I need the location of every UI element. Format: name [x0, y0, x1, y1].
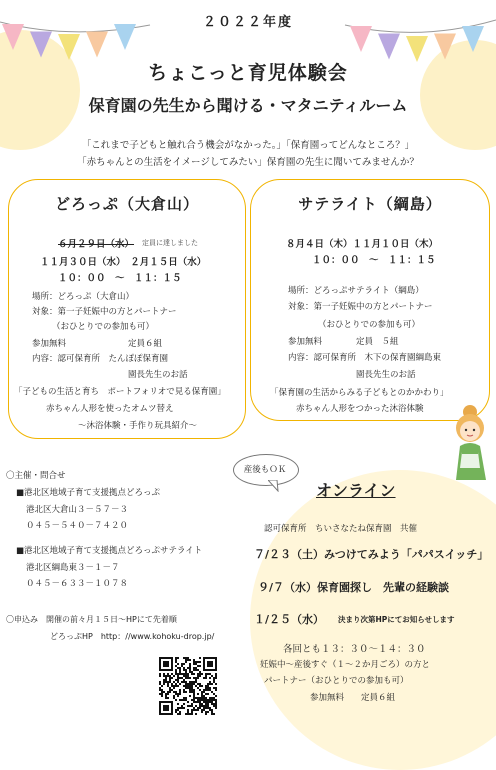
org2-name: ■港北区地域子育て支援拠点どろっぷサテライト: [16, 546, 203, 556]
right-theme: 「保育園の生活からみる子どもとのかかわり」: [270, 388, 449, 398]
left-talk: 園長先生のお話: [128, 370, 188, 380]
right-time: １０：００ ～ １１：１５: [312, 255, 436, 266]
bubble-text: 産後もＯＫ: [243, 465, 287, 475]
org2-address: 港北区綱島東３－１－７: [26, 563, 120, 573]
left-box-title: どろっぷ（大倉山）: [54, 195, 199, 213]
org1-phone: ０４５－５４０－７４２０: [26, 521, 129, 531]
bunting-flag: [378, 34, 400, 60]
left-capacity: 定員６組: [128, 339, 163, 349]
bunting-flag: [86, 32, 108, 58]
right-content: 内容：認可保育所 木下の保育園綱島東: [288, 353, 442, 363]
left-theme: 「子どもの生活と育ち ポートフォリオで見る保育園」: [14, 387, 226, 397]
bunting-flag: [434, 34, 456, 60]
left-content: 内容：認可保育所 たんぽぽ保育園: [32, 354, 169, 364]
online-target-2: パートナー（おひとりでの参加も可）: [264, 676, 409, 686]
cancelled-note: 定員に達しました: [142, 239, 198, 247]
bunting-flag: [58, 34, 80, 60]
left-fee: 参加無料: [32, 339, 67, 349]
online-host: 認可保育所 ちいさなたね保育園 共催: [264, 524, 418, 534]
right-target-note: （おひとりでの参加も可）: [318, 320, 421, 330]
left-target: 対象：第一子妊娠中の方とパートナー: [32, 307, 177, 317]
right-location: 場所：どろっぷサテライト（綱島）: [288, 286, 424, 296]
right-box-title: サテライト（綱島）: [298, 195, 442, 213]
right-activity: 赤ちゃん人形をつかった沐浴体験: [296, 404, 424, 414]
page-title: ちょこっと育児体験会: [148, 62, 348, 84]
girl-illustration: [444, 404, 496, 482]
online-fee: 参加無料 定員６組: [310, 693, 396, 703]
online-event-2: ９/７（水）保育園探し 先輩の経験談: [258, 581, 450, 594]
online-event-3-note: 決まり次第HPにてお知らせします: [338, 615, 455, 624]
fiscal-year: ２０２２年度: [202, 15, 293, 30]
right-fee: 参加無料: [288, 337, 323, 347]
left-activity: 赤ちゃん人形を使ったオムツ替え: [46, 404, 174, 414]
cancelled-date: ６月２９日（水）: [58, 239, 135, 250]
intro-line-2: 「赤ちゃんとの生活をイメージしてみたい」保育園の先生に聞いてみませんか？: [77, 157, 419, 168]
left-location: 場所：どろっぷ（大倉山）: [32, 292, 135, 302]
left-time: １０：００ ～ １１：１５: [58, 273, 182, 284]
online-title: オンライン: [316, 481, 396, 500]
organizer-heading: 〇主催・問合せ: [6, 471, 66, 481]
left-activity-2: ～沐浴体験・手作り玩具紹介～: [78, 421, 198, 431]
left-dates: １１月３０日（水） ２月１５日（水）: [40, 257, 207, 268]
org1-name: ■港北区地域子育て支援拠点どろっぷ: [16, 488, 161, 498]
left-target-note: （おひとりでの参加も可）: [52, 322, 155, 332]
right-capacity: 定員 ５組: [356, 337, 399, 347]
qr-code[interactable]: [159, 657, 217, 715]
homepage-link[interactable]: どろっぷHP http：//www.kohoku-drop.jp/: [50, 632, 215, 641]
online-target-1: 妊娠中～産後すぐ（１～２か月ごろ）の方と: [260, 660, 431, 670]
online-event-1: ７/２３（土）みつけてみよう「パパスイッチ」: [254, 548, 489, 561]
intro-line-1: 「これまで子どもと触れ合う機会がなかった。」「保育園ってどんなところ？」: [81, 140, 415, 151]
org1-address: 港北区大倉山３－５７－３: [26, 505, 129, 515]
page-subtitle: 保育園の先生から聞ける・マタニティルーム: [88, 96, 408, 115]
online-time: 各回とも１３：３０～１４：３０: [283, 644, 426, 655]
right-talk: 園長先生のお話: [356, 370, 416, 380]
right-target: 対象：第一子妊娠中の方とパートナー: [288, 302, 433, 312]
online-event-3-date: １/２５（水）: [254, 613, 325, 626]
bubble-tail: [268, 480, 282, 492]
right-dates: ８月４日（木）１１月１０日（木）: [286, 239, 439, 250]
apply-info: 〇申込み 開催の前々月１５日～HPにて先着順: [6, 615, 177, 624]
org2-phone: ０４５－６３３－１０７８: [26, 579, 129, 589]
bunting-flag: [30, 32, 52, 58]
